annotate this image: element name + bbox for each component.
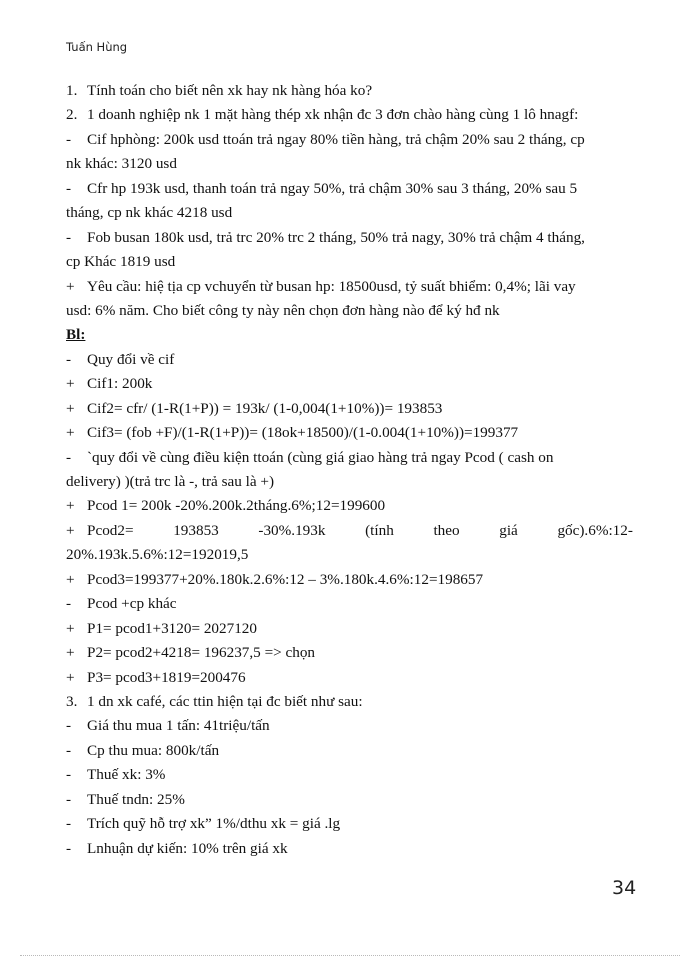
text-line — [66, 323, 633, 347]
text-line — [66, 201, 633, 225]
line-text: nk khác: 3120 usd — [66, 155, 177, 173]
list-marker: + — [66, 570, 75, 588]
line-text: Thuế tndn: 25% — [87, 790, 185, 808]
line-text: delivery) )(trả trc là -, trả sau là +) — [66, 473, 275, 490]
list-item — [66, 666, 633, 690]
text-line — [66, 543, 633, 567]
line-text: cp Khác 1819 usd — [66, 253, 176, 271]
line-text: Cfr hp 193k usd, thanh toán trả ngay 50%, trả chậm 30% sau 3 tháng, 20% sau 5 — [87, 179, 578, 197]
list-marker: - — [66, 839, 72, 857]
list-item — [66, 568, 633, 592]
list-item — [66, 739, 633, 763]
line-text: tháng, cp nk khác 4218 usd — [66, 204, 233, 222]
document-body — [66, 79, 633, 861]
line-text: usd: 6% năm. Cho biết công ty này nên chọn đơn hàng nào để ký hđ nk — [66, 301, 500, 319]
text-line — [66, 152, 633, 176]
list-item — [66, 690, 633, 714]
list-marker: 1. — [66, 82, 78, 99]
list-marker: + — [66, 375, 75, 393]
line-text: Yêu cầu: hiệ tịa cp vchuyển từ busan hp: 18500usd, tỷ suất bhiểm: 0,4%; lãi vay — [87, 277, 576, 295]
list-item — [66, 837, 633, 861]
list-marker: - — [66, 130, 72, 148]
line-text: Lnhuận dự kiến: 10% trên giá xk — [87, 839, 288, 857]
list-marker: - — [66, 350, 72, 368]
list-item — [66, 421, 633, 445]
list-marker: + — [66, 399, 75, 417]
list-marker: 3. — [66, 692, 78, 710]
list-marker: - — [66, 815, 72, 833]
list-item — [66, 226, 633, 250]
list-item — [66, 372, 633, 396]
line-text: Cif hphòng: 200k usd ttoán trả ngay 80% tiền hàng, trả chậm 20% sau 2 tháng, cp — [87, 130, 585, 148]
line-text: P3= pcod3+1819=200476 — [87, 668, 246, 686]
text-line — [66, 299, 633, 323]
list-item — [66, 812, 633, 836]
line-text: Cif2= cfr/ (1-R(1+P)) = 193k/ (1-0,004(1+10%))= 193853 — [87, 399, 443, 417]
list-marker: + — [66, 497, 75, 515]
line-text: Pcod +cp khác — [87, 595, 177, 613]
list-item — [66, 446, 633, 470]
line-text: Cif1: 200k — [87, 375, 153, 393]
list-marker: - — [66, 766, 72, 784]
list-item — [66, 617, 633, 641]
list-marker: - — [66, 717, 72, 735]
line-text: Fob busan 180k usd, trả trc 20% trc 2 tháng, 50% trả nagy, 30% trả chậm 4 tháng, — [87, 228, 585, 246]
list-item — [66, 103, 633, 127]
line-text: Pcod2= 193853 -30%.193k (tính theo giá gốc).6%:12- — [87, 521, 633, 539]
list-marker: + — [66, 668, 75, 686]
list-marker: - — [66, 228, 72, 246]
list-marker: - — [66, 179, 72, 197]
list-item — [66, 763, 633, 787]
line-text: Pcod3=199377+20%.180k.2.6%:12 – 3%.180k.4.6%:12=198657 — [87, 570, 484, 588]
list-item — [66, 348, 633, 372]
section-label: Bl: — [66, 326, 86, 344]
list-marker: - — [66, 595, 72, 613]
line-text: Giá thu mua 1 tấn: 41triệu/tấn — [87, 717, 270, 735]
list-marker: + — [66, 277, 75, 295]
line-text: Tính toán cho biết nên xk hay nk hàng hóa ko? — [87, 82, 373, 99]
page-bottom-rule — [20, 955, 680, 956]
page-number: 34 — [612, 877, 637, 899]
list-marker: + — [66, 424, 75, 442]
list-marker: + — [66, 521, 75, 539]
list-item — [66, 641, 633, 665]
line-text: 1 dn xk café, các ttin hiện tại đc biết như sau: — [87, 692, 363, 710]
line-text: Quy đổi về cif — [87, 350, 175, 368]
list-marker: - — [66, 741, 72, 759]
list-item — [66, 79, 633, 103]
line-text: P1= pcod1+3120= 2027120 — [87, 619, 257, 637]
list-item — [66, 519, 633, 543]
line-text: Thuế xk: 3% — [87, 766, 166, 784]
list-item — [66, 128, 633, 152]
list-item — [66, 714, 633, 738]
page-header-author: Tuấn Hùng — [66, 40, 128, 54]
list-marker: - — [66, 790, 72, 808]
line-text: Cif3= (fob +F)/(1-R(1+P))= (18ok+18500)/(1-0.004(1+10%))=199377 — [87, 424, 519, 442]
list-marker: 2. — [66, 106, 78, 124]
list-item — [66, 788, 633, 812]
text-line — [66, 470, 633, 494]
list-item — [66, 397, 633, 421]
line-text: Trích quỹ hỗ trợ xk” 1%/dthu xk = giá .lg — [87, 815, 341, 833]
list-marker: + — [66, 619, 75, 637]
list-marker: + — [66, 644, 75, 662]
line-text: `quy đổi về cùng điều kiện ttoán (cùng giá giao hàng trả ngay Pcod ( cash on — [87, 448, 554, 466]
list-item — [66, 592, 633, 616]
line-text: Cp thu mua: 800k/tấn — [87, 741, 220, 759]
line-text: 20%.193k.5.6%:12=192019,5 — [66, 546, 249, 564]
line-text: P2= pcod2+4218= 196237,5 => chọn — [87, 644, 316, 662]
list-item — [66, 494, 633, 518]
line-text: Pcod 1= 200k -20%.200k.2tháng.6%;12=199600 — [87, 497, 386, 515]
list-item — [66, 177, 633, 201]
line-text: 1 doanh nghiệp nk 1 mặt hàng thép xk nhận đc 3 đơn chào hàng cùng 1 lô hnagf: — [87, 106, 579, 124]
list-item — [66, 275, 633, 299]
text-line — [66, 250, 633, 274]
list-marker: - — [66, 448, 72, 466]
